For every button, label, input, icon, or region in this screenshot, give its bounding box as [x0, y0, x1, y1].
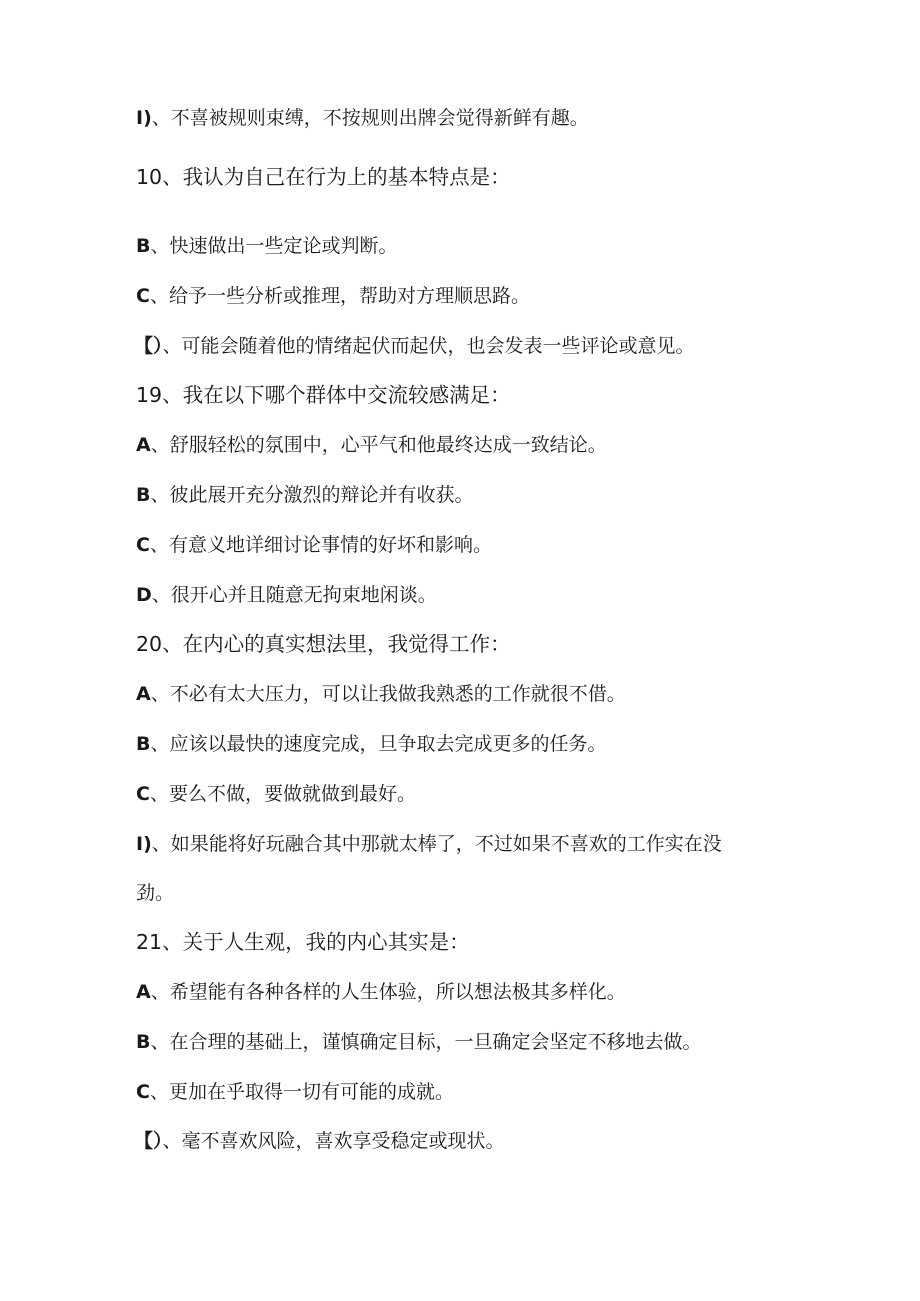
- question-heading: 19、我在以下哪个群体中交流较感满足：: [136, 383, 511, 407]
- option-text: 、毫不喜欢风险，喜欢享受稳定或现状。: [162, 1130, 505, 1152]
- option-line: [136, 333, 860, 359]
- option-letter: I): [136, 833, 152, 855]
- option-text: 劲。: [136, 882, 175, 904]
- option-letter: 【）: [134, 335, 163, 357]
- option-letter: C: [136, 783, 150, 805]
- option-letter: A: [136, 683, 151, 705]
- option-line: [136, 781, 860, 807]
- option-text: 、希望能有各种各样的人生体验，所以想法极其多样化。: [150, 981, 626, 1003]
- option-line: [136, 681, 860, 707]
- option-text: 、快速做出一些定论或判断。: [150, 235, 398, 257]
- option-letter: C: [136, 285, 150, 307]
- option-letter: I): [136, 107, 152, 129]
- option-letter: C: [136, 1081, 150, 1103]
- option-letter: A: [136, 981, 151, 1003]
- question-heading: 21、关于人生观，我的内心其实是：: [136, 930, 470, 954]
- option-text: 、有意义地详细讨论事情的好坏和影响。: [149, 534, 492, 556]
- option-text: 、彼此展开充分激烈的辩论并有收获。: [150, 484, 474, 506]
- option-letter: C: [136, 534, 150, 556]
- option-line: [136, 233, 860, 259]
- option-letter: A: [136, 434, 151, 456]
- option-line: [136, 979, 860, 1005]
- option-letter: 【）: [134, 1130, 163, 1152]
- option-letter: B: [136, 1031, 151, 1053]
- option-line: [136, 731, 860, 757]
- option-line: [136, 1029, 860, 1055]
- question-heading: 10、我认为自己在行为上的基本特点是：: [136, 165, 511, 189]
- option-letter: B: [136, 235, 151, 257]
- question-heading: 20、在内心的真实想法里，我觉得工作：: [136, 632, 511, 656]
- option-letter: B: [136, 484, 151, 506]
- option-letter: B: [136, 733, 151, 755]
- option-line: [136, 1128, 860, 1154]
- option-text: 、可能会随着他的情绪起伏而起伏，也会发表一些评论或意见。: [162, 335, 695, 357]
- option-text: 、应该以最快的速度完成，旦争取去完成更多的任务。: [150, 733, 607, 755]
- option-text: 、更加在乎取得一切有可能的成就。: [149, 1081, 454, 1103]
- option-line: [136, 831, 860, 857]
- option-line: [136, 532, 860, 558]
- option-text: 、如果能将好玩融合其中那就太棒了，不过如果不喜欢的工作实在没: [151, 833, 722, 855]
- option-text: 、在合理的基础上，谨慎确定目标，一旦确定会坚定不移地去做。: [150, 1031, 702, 1053]
- option-continuation: [136, 880, 860, 906]
- option-text: 、很开心并且随意无拘束地闲谈。: [151, 584, 437, 606]
- option-text: 、舒服轻松的氛围中，心平气和他最终达成一致结论。: [150, 434, 607, 456]
- option-text: 、不必有太大压力，可以让我做我熟悉的工作就很不借。: [150, 683, 626, 705]
- option-line: [136, 1079, 860, 1105]
- option-line: [136, 582, 860, 608]
- option-letter: D: [136, 584, 152, 606]
- option-line: [136, 105, 860, 131]
- option-line: [136, 283, 860, 309]
- option-text: 、要么不做，要做就做到最好。: [149, 783, 416, 805]
- option-text: 、给予一些分析或推理，帮助对方理顺思路。: [149, 285, 530, 307]
- option-line: [136, 432, 860, 458]
- option-line: [136, 482, 860, 508]
- option-text: 、不喜被规则束缚，不按规则出牌会觉得新鲜有趣。: [151, 107, 589, 129]
